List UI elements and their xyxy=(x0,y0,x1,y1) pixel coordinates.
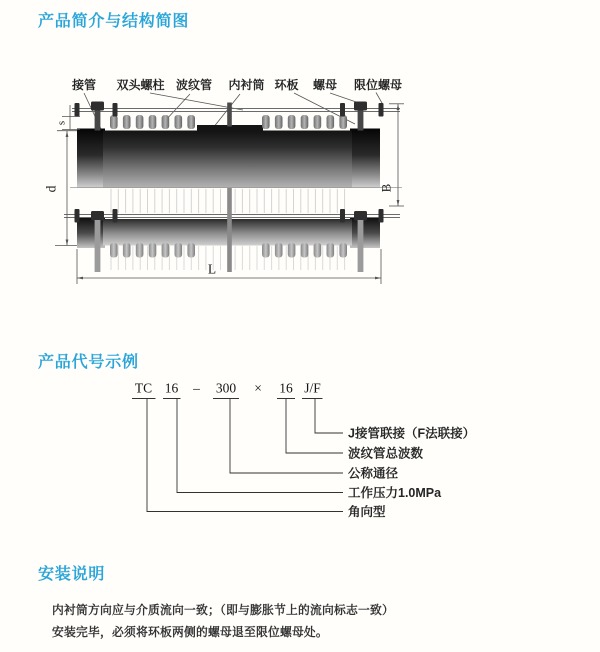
part-label-bellows: 波纹管 xyxy=(175,78,213,92)
center-pin-lower xyxy=(227,188,232,272)
code-segment-pressure: 16 xyxy=(164,380,179,396)
code-segment-diameter: 300 xyxy=(215,380,237,396)
dim-label-B: B xyxy=(378,183,394,193)
part-label-liner: 内衬筒 xyxy=(228,78,265,92)
part-label-nut: 螺母 xyxy=(312,78,338,92)
part-label-limit-nut: 限位螺母 xyxy=(353,78,403,92)
section-title-intro: 产品简介与结构简图 xyxy=(38,13,190,30)
code-segment-waves: 16 xyxy=(279,380,293,396)
product-code-figure xyxy=(0,372,600,528)
center-pin-upper xyxy=(227,103,232,127)
install-note-line-1: 内衬筒方向应与介质流向一致；（即与膨胀节上的流向标志一致） xyxy=(52,603,395,617)
dim-label-d: d xyxy=(43,185,59,193)
part-labels xyxy=(71,77,402,92)
callout-pressure: 工作压力1.0MPa xyxy=(348,485,442,500)
callout-type: 角向型 xyxy=(348,504,386,519)
code-segment-type: TC xyxy=(134,380,153,396)
joint-body-lower xyxy=(77,188,380,272)
part-label-stud: 双头螺柱 xyxy=(116,78,165,92)
dim-label-s: s xyxy=(55,120,68,126)
install-notes xyxy=(52,600,572,643)
dimension-d xyxy=(44,131,78,246)
code-segment-dash: – xyxy=(193,380,200,396)
code-connectors xyxy=(147,399,343,512)
joint-body-upper xyxy=(77,103,380,188)
section-title-code: 产品代号示例 xyxy=(38,354,139,371)
structure-diagram xyxy=(40,60,460,300)
dim-label-L: L xyxy=(207,261,217,277)
code-segment-connection: J/F xyxy=(304,380,321,396)
callout-connection: J接管联接（F法联接） xyxy=(348,426,476,441)
code-segments xyxy=(135,381,321,396)
part-label-ring-plate: 环板 xyxy=(274,78,299,92)
section-title-install: 安装说明 xyxy=(38,566,106,583)
part-label-pipe: 接管 xyxy=(71,78,97,92)
code-callouts xyxy=(348,425,475,519)
dimension-B xyxy=(379,104,405,206)
callout-waves: 波纹管总波数 xyxy=(348,446,424,461)
install-note-line-2: 安装完毕，必须将环板两侧的螺母退至限位螺母处。 xyxy=(52,624,328,639)
code-segment-times: × xyxy=(254,380,262,396)
callout-diameter: 公称通径 xyxy=(348,466,399,481)
